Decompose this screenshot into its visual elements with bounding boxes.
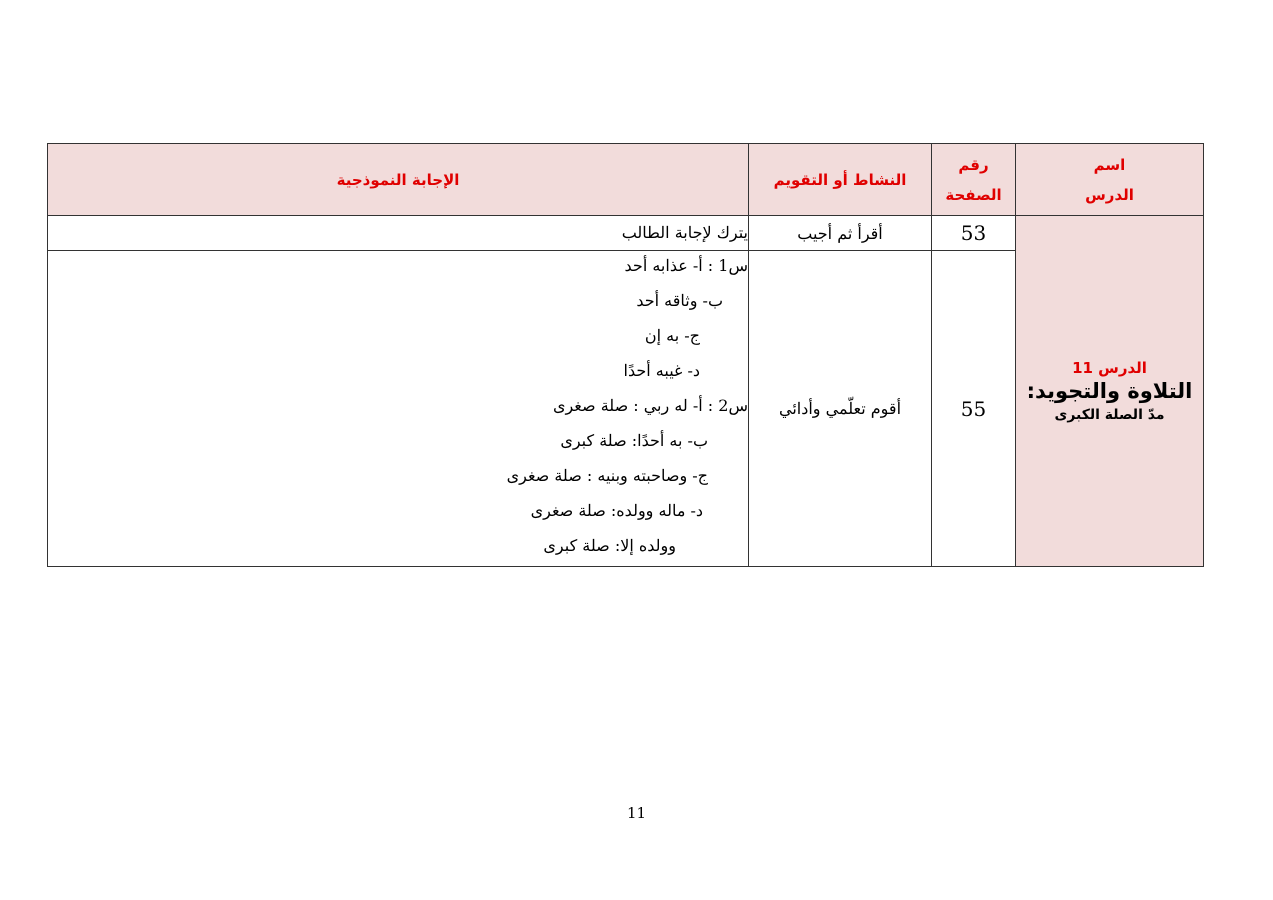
header-page-line2: الصفحة: [945, 185, 1002, 204]
page-number: 11: [626, 804, 647, 822]
answer-line: وولده إلا: صلة كبرى: [543, 536, 676, 555]
table-row: [48, 216, 1204, 251]
answer-line: ب- وثاقه أحد: [636, 291, 723, 310]
header-lesson-name: [1016, 144, 1204, 216]
lesson-answers-table: [47, 143, 1204, 567]
answer-line: ج- به إن: [644, 326, 700, 345]
answer-cell: يترك لإجابة الطالب: [48, 216, 749, 251]
answer-cell: [48, 251, 749, 567]
answer-line: د- غيبه أحدًا: [623, 361, 700, 380]
header-page-line1: رقم: [958, 155, 989, 174]
header-row: [48, 144, 1204, 216]
header-answer: الإجابة النموذجية: [48, 144, 749, 216]
lesson-number: الدرس 11: [1072, 359, 1147, 377]
header-page-number: [932, 144, 1016, 216]
header-lesson-line2: الدرس: [1085, 185, 1134, 204]
header-lesson-line1: اسم: [1093, 155, 1126, 174]
answer-line: س2 : أ- له ربي : صلة صغرى: [552, 396, 748, 415]
page-number-cell: 55: [932, 251, 1016, 567]
lesson-subtitle: مدّ الصلة الكبرى: [1054, 407, 1165, 423]
answer-line: س1 : أ- عذابه أحد: [624, 256, 748, 275]
answer-line: د- ماله وولده: صلة صغرى: [530, 501, 703, 520]
answer-line: ب- به أحدًا: صلة كبرى: [560, 431, 708, 450]
answer-line: ج- وصاحبته وبنيه : صلة صغرى: [506, 466, 708, 485]
page-number-cell: 53: [932, 216, 1016, 251]
activity-cell: أقرأ ثم أجيب: [749, 216, 932, 251]
activity-cell: أقوم تعلّمي وأدائي: [749, 251, 932, 567]
header-activity: النشاط أو التقويم: [749, 144, 932, 216]
lesson-title: التلاوة والتجويد:: [1026, 379, 1193, 403]
lesson-cell: [1016, 216, 1204, 567]
